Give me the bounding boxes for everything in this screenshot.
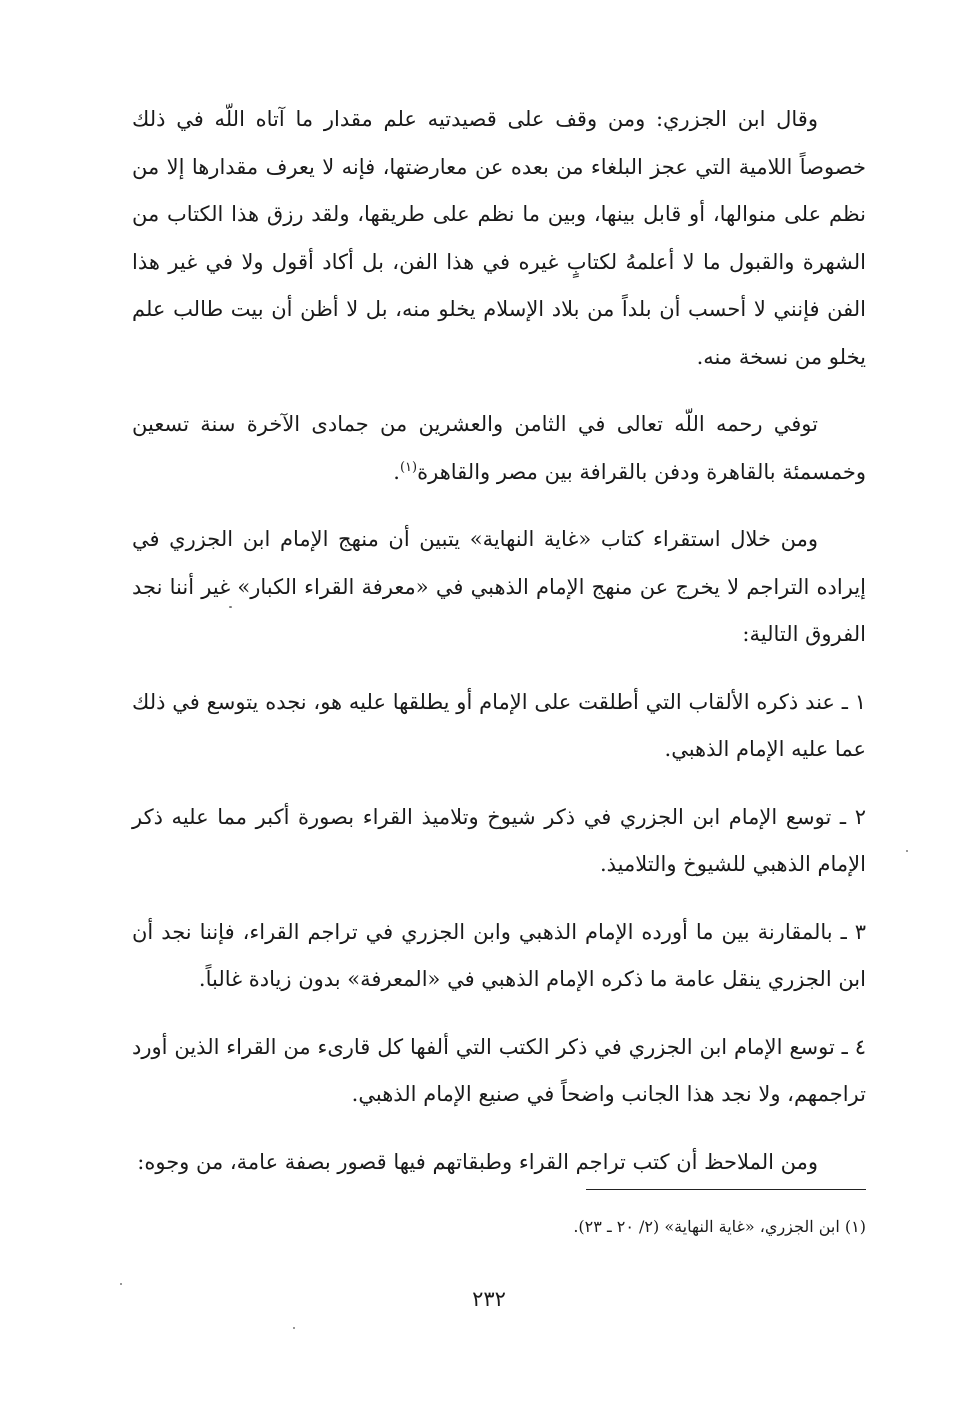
list-item-2: [132, 794, 866, 889]
main-text: [132, 96, 866, 1206]
footnote-text: (١) ابن الجزري، «غاية النهاية» (٢/ ٢٠ ـ ٢٣).: [573, 1217, 866, 1236]
page-number: ٢٣٢: [472, 1287, 506, 1311]
paragraph-text: توفي رحمه اللّه تعالى في الثامن والعشرين من جمادى الآخرة سنة تسعين وخمسمئة بالقاهرة ودفن بالقرافة بين مصر والقاهرة: [132, 412, 866, 484]
footnote-reference[interactable]: (١): [399, 459, 418, 475]
scan-speck: [229, 606, 232, 608]
list-item-4: [132, 1024, 866, 1119]
paragraph-shortcomings: [132, 1139, 866, 1187]
scan-speck: [120, 1283, 122, 1285]
list-item-text: ٣ ـ بالمقارنة بين ما أورده الإمام الذهبي وابن الجزري في تراجم القراء، فإننا نجد أن ابن الجزري ينقل عامة ما ذكره الإمام الذهبي في «المعرفة» بدون زيادة غالباً.: [132, 919, 866, 991]
list-item-text: ٤ ـ توسع الإمام ابن الجزري في ذكر الكتب التي ألفها كل قارىء من القراء الذين أورد تراجمهم، ولا نجد هذا الجانب واضحاً في صنيع الإمام الذهبي.: [132, 1034, 866, 1106]
list-item-3: [132, 909, 866, 1004]
paragraph-text: وقال ابن الجزري: ومن وقف على قصيدتيه علم مقدار ما آتاه اللّه في ذلك خصوصاً اللامية التي عجز البلغاء من بعده عن معارضتها، فإنه لا يعرف مقدارها إلا من نظم على منوالها، أو قابل بينها، وبين ما نظم على طريقها، ولقد رزق هذا الكتاب من الشهرة والقبول ما لا أعلمهُ لكتابٍ غيره في هذا الفن، بل أكاد أقول ولا في غير هذا الفن فإنني لا أحسب أن بلداً من بلاد الإسلام يخلو منه، بل لا أظن أن بيت طالب علم يخلو من نسخة منه.: [132, 107, 866, 369]
list-item-text: ١ ـ عند ذكره الألقاب التي أطلقت على الإمام أو يطلقها عليه هو، نجده يتوسع في ذلك عما عليه الإمام الذهبي.: [132, 689, 866, 761]
list-item-1: [132, 679, 866, 774]
footnote-separator: [586, 1189, 866, 1190]
paragraph-ibn-jazari-quote: [132, 96, 866, 381]
paragraph-tail: .: [393, 459, 400, 484]
scan-speck: [906, 850, 908, 852]
paragraph-text: ومن خلال استقراء كتاب «غاية النهاية» يتبين أن منهج الإمام ابن الجزري في إيراده التراجم لا يخرج عن منهج الإمام الذهبي في «معرفة القراء الكبار» غير أننا نجد الفروق التالية:: [132, 527, 866, 646]
paragraph-death: [132, 401, 866, 496]
scan-speck: [293, 1327, 295, 1329]
list-item-text: ٢ ـ توسع الإمام ابن الجزري في ذكر شيوخ وتلاميذ القراء بصورة أكبر مما عليه ذكر الإمام الذهبي للشيوخ والتلاميذ.: [132, 804, 866, 876]
paragraph-text: ومن الملاحظ أن كتب تراجم القراء وطبقاتهم فيها قصور بصفة عامة، من وجوه:: [137, 1149, 818, 1174]
paragraph-method: [132, 516, 866, 659]
footnote: [132, 1213, 866, 1241]
